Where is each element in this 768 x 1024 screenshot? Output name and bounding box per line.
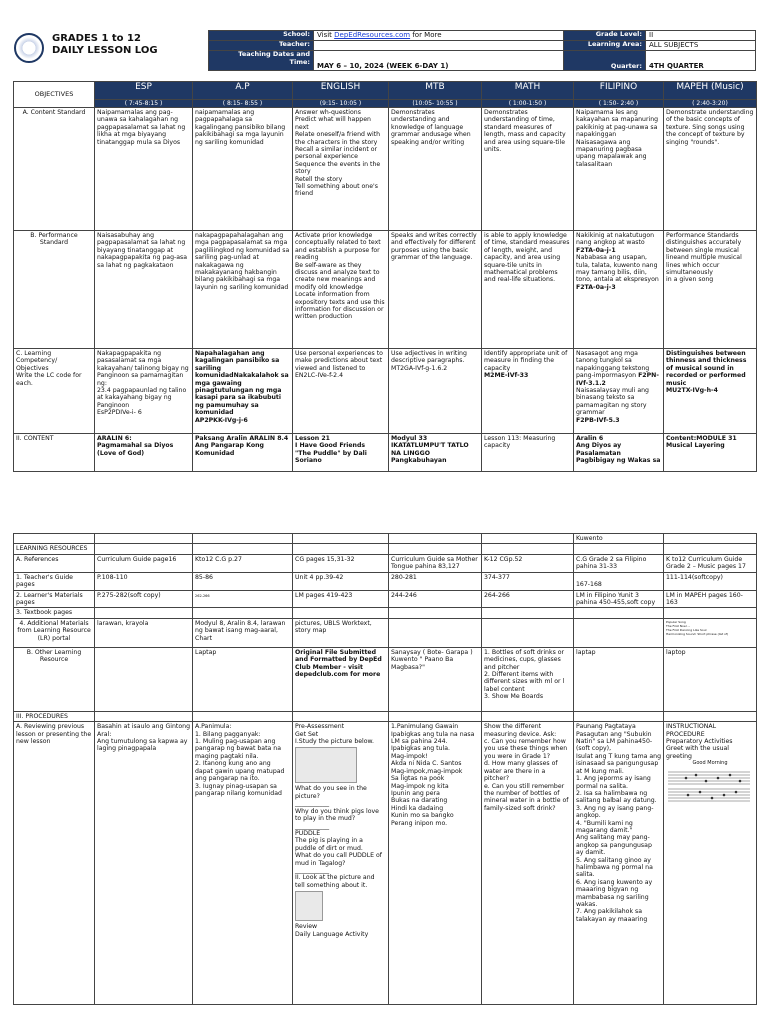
other-resources-filipino: laptap <box>574 647 664 711</box>
school-label: School: <box>209 31 314 41</box>
content-standard-mapeh: Demonstrate understanding of the basic concepts of texture. Sing songs using the concept of texture by singing "rounds". <box>664 108 757 231</box>
content-mtb: Modyul 33 IKATATLUMPU'T TATLO NA LINGGO Pangkabuhayan <box>389 434 482 472</box>
music-tiny-notes: Popular Song The First Noel ... The First Dancing Like Soul Harmonizing Sound: Short phrase (list of) <box>666 619 729 636</box>
teachers-guide-math: 374-377 <box>482 572 574 590</box>
references-mapeh: K to12 Curriculum Guide Grade 2 – Music pages 17 <box>664 554 757 572</box>
references-ap: Kto12 C.G p.27 <box>193 554 293 572</box>
review-math: Show the different measuring device. Ask: c. Can you remember how you use these things when you were in Grade 1? d. How many glasses of water are there in a pitcher? e. Can you still remember the number of bottles of mineral water in a bottle of family-sized soft drink? <box>482 722 574 1005</box>
learning-competency-mapeh: Distinguishes between thinness and thickness of musical sound in recorded or performed music MU2TX-IVg-h-4 <box>664 349 757 434</box>
additional-materials-mapeh <box>664 618 757 647</box>
col-time-math: ( 1:00-1:50 ) <box>482 100 574 108</box>
references-esp: Curriculum Guide page16 <box>95 554 193 572</box>
col-time-ap: ( 8:15- 8:55 ) <box>193 100 293 108</box>
references-english: CG pages 15,31-32 <box>293 554 389 572</box>
filipino-overflow-kuwento: Kuwento <box>574 534 664 544</box>
col-head-english: ENGLISH <box>293 82 389 100</box>
music-staff-image <box>666 768 752 802</box>
performance-standard-filipino: Nakikinig at nakatutugon nang angkop at wasto F2TA-0a-j-1 Nababasa ang usapan, tula, talata, kuwento nang may tamang bilis, diin, tono, antala at ekspresyon F2TA-0a-j-3 <box>574 231 664 349</box>
teacher-label: Teacher: <box>209 41 314 51</box>
review-english: Pre-Assessment Get Set I.Study the picture below. What do you see in the picture? ___________ Why do you think pigs love to play in the mud? ___________ PUDDLE The pig is playing in a puddle of dirt or mud. What do you call PUDDLE of mud in Tagalog? ___________ II. Look at the picture and tell something about it. Review Daily Language Activity <box>293 722 389 1005</box>
learning-competency-label: C. Learning Competency/ Objectives Write the LC code for each. <box>14 349 95 434</box>
dll-title <box>52 33 158 57</box>
ap-tiny-pages: 262-266 <box>195 593 210 598</box>
col-head-math: MATH <box>482 82 574 100</box>
references-label: A. References <box>14 554 95 572</box>
filipino-ps-code-1: F2TA-0a-j-1 <box>576 246 616 254</box>
teacher-value <box>314 41 564 51</box>
procedures-label: III. PROCEDURES <box>14 711 95 721</box>
teachers-guide-mtb: 280-281 <box>389 572 482 590</box>
learning-resources-label: LEARNING RESOURCES <box>14 544 95 554</box>
learners-materials-label: 2. Learner's Materials pages <box>14 590 95 608</box>
learners-materials-filipino: LM in Filipino Yunit 3 pahina 450-455,soft copy <box>574 590 664 608</box>
learners-materials-mtb: 244-246 <box>389 590 482 608</box>
teachers-guide-label: 1. Teacher's Guide pages <box>14 572 95 590</box>
col-time-filipino: ( 1:50- 2:40 ) <box>574 100 664 108</box>
additional-materials-label: 4. Additional Materials from Learning Resource (LR) portal <box>14 618 95 647</box>
dll-logo-seal <box>14 33 44 63</box>
content-math: Lesson 113: Measuring capacity <box>482 434 574 472</box>
other-resources-math: 1. Bottles of soft drinks or medicines, cups, glasses and pitcher 2. Different items with different sizes with ml or l label content 3. Show Me Boards <box>482 647 574 711</box>
learners-materials-math: 264-266 <box>482 590 574 608</box>
review-ap: A.Panimula: 1. Bilang pagganyak: 1. Muling pag-usapan ang pangarap ng bawat bata na maging pagtaki nila. 2. Itanong kung ano ang dapat gawin upang matupad ang pangarap na ito. 3. Iugnay pinag-usapan sa pangarap nilang komunidad <box>193 722 293 1005</box>
content-standard-filipino: Naipamama les ang kakayahan sa mapanuring pakikinig at pag-unawa sa napakinggan Naisasagawa ang mapanuring pagbasa upang mapalawak ang talasalitaan <box>574 108 664 231</box>
performance-standard-ap: nakapagpapahalagahan ang mga pagpapasalamat sa mga pagliliingkod ng komunidad sa sariling pag-unlad at nakakagawa ng makakayanang hakbangin bilang pakikibahagi sa mga layunin ng sariling komunidad <box>193 231 293 349</box>
content-label: II. CONTENT <box>14 434 95 472</box>
other-resources-english: Original File Submitted and Formatted by DepEd Club Member - visit depedclub.com for more <box>293 647 389 711</box>
grade-level-label: Grade Level: <box>564 31 646 41</box>
title-line-2: DAILY LESSON LOG <box>52 45 158 56</box>
title-line-1: GRADES 1 to 12 <box>52 33 141 44</box>
content-english: Lesson 21 I Have Good Friends "The Puddle" by Dali Soriano <box>293 434 389 472</box>
other-resources-mtb: Sanaysay ( Bote- Garapa ) Kuwento " Paano Ba Magbasa?" <box>389 647 482 711</box>
performance-standard-english: Activate prior knowledge conceptually related to text and establish a purpose for reading Be self-aware as they discuss and analyze text to create new meanings and modify old knowledge Locate information from expository texts and use this information for discussion or written production <box>293 231 389 349</box>
learning-competency-ap: Napahalagahan ang kagalingan pansibiko sa sariling komunidadNakakalahok sa mga gawaing pinagtutulungan ng mga kasapi para sa ikabubuti ng pamumuhay sa komunidad AP2PKK-IVg-j-6 <box>193 349 293 434</box>
other-resources-mapeh: laptop <box>664 647 757 711</box>
good-morning-song-title: Good Morning <box>692 760 728 767</box>
school-value: Visit DepEdResources.com for More <box>314 31 564 41</box>
performance-standard-esp: Naisasabuhay ang pagpapasalamat sa lahat ng biyayang tinatanggap at nakapagpapakita ng pag-asa sa lahat ng pagkakataon <box>95 231 193 349</box>
performance-standard-mapeh: Performance Standards distinguishes accurately between single musical lineand multiple musical lines which occur simultaneously in a given song <box>664 231 757 349</box>
learners-materials-esp: P.275-282(soft copy) <box>95 590 193 608</box>
grade-level-value: II <box>646 31 756 41</box>
review-mapeh: INSTRUCTIONAL PROCEDURE Preparatory Activities Greet with the usual greeting Good Morning <box>664 722 757 1005</box>
content-standard-ap: naipamamalas ang pagpapahalaga sa kagalingang pansibiko bilang pakikibahagi sa mga layunin ng sariling komunidad <box>193 108 293 231</box>
references-filipino: C.G Grade 2 sa Filipino pahina 31-33 <box>574 554 664 572</box>
review-esp: Basahin at isaulo ang Gintong Aral: Ang tumutulong sa kapwa ay laging pinagpapala <box>95 722 193 1005</box>
col-head-ap: A.P <box>193 82 293 100</box>
col-time-english: (9:15- 10:05 ) <box>293 100 389 108</box>
puddle-picture <box>295 891 323 921</box>
reviewing-lesson-label: A. Reviewing previous lesson or presenting the new lesson <box>14 722 95 1005</box>
filipino-lc-code-1: F2PN-IVf-3.1.2 <box>576 372 659 387</box>
learning-competency-esp: Nakapagpapakita ng pasasalamat sa mga kakayahan/ talinong bigay ng Panginoon sa pamamagitan ng: 23.4 pagpapaunlad ng talino at kakayahang bigay ng Panginoon EsP2PDIVe-i- 6 <box>95 349 193 434</box>
content-mapeh: Content:MODULE 31 Musical Layering <box>664 434 757 472</box>
filipino-lc-code-2: F2PB-IVf-5.3 <box>576 416 620 424</box>
references-mtb: Curriculum Guide sa Mother Tongue pahina 83,127 <box>389 554 482 572</box>
col-head-mapeh: MAPEH (Music) <box>664 82 757 100</box>
dll-second-table <box>13 533 757 1005</box>
additional-materials-english: pictures, UBLS Worktext, story map <box>293 618 389 647</box>
learning-area-value: ALL SUBJECTS <box>646 41 756 51</box>
teachers-guide-filipino: 167-168 <box>574 572 664 590</box>
col-time-mapeh: ( 2:40-3:20) <box>664 100 757 108</box>
col-time-mtb: (10:05- 10:55 ) <box>389 100 482 108</box>
textbook-pages-label: 3. Textbook pages <box>14 608 95 618</box>
learning-competency-filipino: Nasasagot ang mga tanong tungkol sa napakinggang tekstong pang-impormasyon F2PN-IVf-3.1.2 Naisasalaysay muli ang binasang teksto sa pamamagitan ng story grammar F2PB-IVf-5.3 <box>574 349 664 434</box>
content-standard-esp: Naipamamalas ang pag-unawa sa kahalagahan ng pagpapasalamat sa lahat ng likha at mga biyayang tinatanggap mula sa Diyos <box>95 108 193 231</box>
pig-in-mud-picture <box>295 747 357 783</box>
col-head-esp: ESP <box>95 82 193 100</box>
col-time-esp: ( 7:45-8:15 ) <box>95 100 193 108</box>
depedresources-link[interactable]: DepEdResources.com <box>334 31 411 39</box>
review-filipino: Paunang Pagtataya Pasagutan ang "Subukin Natin" sa LM pahina450-(soft copy), Isulat ang T kung tama ang isinasaad sa pangungusap at M kung mali. 1. Ang jeporms ay isang pormal na salita. 2. Isa sa halimbawa ng salitang balbal ay datung. 3. Ang ng ay isang pang-angkop. 4. "Bumili kami ng magarang damit." Ang salitang may pang-angkop sa pangungusap ay damit. 5. Ang salitang ginoo ay halimbawa ng pormal na salita. 6. Ang isang kuwento ay maaaring bigyan ng mambabasa ng sariling wakas. 7. Ang pakikilahok sa talakayan ay maaaring <box>574 722 664 1005</box>
quarter-value: 4TH QUARTER <box>646 51 756 71</box>
learners-materials-english: LM pages 419-423 <box>293 590 389 608</box>
content-standard-label: A. Content Standard <box>14 108 95 231</box>
learning-competency-mtb: Use adjectives in writing descriptive paragraphs. MT2GA-IVf-g-1.6.2 <box>389 349 482 434</box>
content-standard-english: Answer wh-questions Predict what will happen next Relate oneself/a friend with the characters in the story Recall a similar incident or personal experience Sequence the events in the story Retell the story Tell something about one's friend <box>293 108 389 231</box>
teaching-dates-value: MAY 6 – 10, 2024 (WEEK 6-DAY 1) <box>314 51 564 71</box>
objectives-label: OBJECTIVES <box>14 82 95 108</box>
header-info-table <box>208 30 756 71</box>
learners-materials-ap <box>193 590 293 608</box>
learning-area-label: Learning Area: <box>564 41 646 51</box>
review-mtb: 1.Panimulang Gawain Ipabigkas ang tula na nasa LM sa pahina 244. Ipabigkas ang tula. Mag-impok! Akda ni Nida C. Santos Mag-impok,mag-impok Sa ligtas na pook Mag-impok ng kita Ipunin ang pera Bukas na darating Hindi ka dadaing Kunin mo sa bangko Perang inipon mo. <box>389 722 482 1005</box>
performance-standard-label: B. Performance Standard <box>14 231 95 349</box>
teachers-guide-esp: P.108-110 <box>95 572 193 590</box>
teachers-guide-ap: 85-86 <box>193 572 293 590</box>
additional-materials-ap: Modyul 8, Aralin 8.4, larawan ng bawat isang mag-aaral, Chart <box>193 618 293 647</box>
content-ap: Paksang Aralin ARALIN 8.4 Ang Pangarap Kong Komunidad <box>193 434 293 472</box>
teachers-guide-mapeh: 111-114(softcopy) <box>664 572 757 590</box>
quarter-label: Quarter: <box>564 51 646 71</box>
teachers-guide-english: Unit 4 pp.39-42 <box>293 572 389 590</box>
col-head-mtb: MTB <box>389 82 482 100</box>
learning-competency-math: Identify appropriate unit of measure in finding the capacity M2ME-IVf-33 <box>482 349 574 434</box>
col-head-filipino: FILIPINO <box>574 82 664 100</box>
content-esp: ARALIN 6: Pagmamahal sa Diyos (Love of God) <box>95 434 193 472</box>
references-math: K-12 CGp.52 <box>482 554 574 572</box>
content-standard-mtb: Demonstrates understanding and knowledge of language grammar andusage when speaking and/or writing <box>389 108 482 231</box>
dll-main-table <box>13 81 757 472</box>
filipino-ps-code-2: F2TA-0a-j-3 <box>576 283 616 291</box>
math-lc-code: M2ME-IVf-33 <box>484 372 529 380</box>
performance-standard-mtb: Speaks and writes correctly and effectively for different purposes using the basic grammar of the language. <box>389 231 482 349</box>
additional-materials-esp: larawan, krayola <box>95 618 193 647</box>
performance-standard-math: is able to apply knowledge of time, standard measures of length, weight, and capacity, and area using square-tile units in mathematical problems and real-life situations. <box>482 231 574 349</box>
other-resources-ap: Laptap <box>193 647 293 711</box>
learners-materials-mapeh: LM in MAPEH pages 160-163 <box>664 590 757 608</box>
teaching-dates-label: Teaching Dates and Time: <box>209 51 314 71</box>
content-filipino: Aralin 6 Ang Diyos ay Pasalamatan Pagbibigay ng Wakas sa <box>574 434 664 472</box>
learning-competency-english: Use personal experiences to make predictions about text viewed and listened to EN2LC-IVe-f-2.4 <box>293 349 389 434</box>
other-resources-label: B. Other Learning Resource <box>14 647 95 711</box>
content-standard-math: Demonstrates understanding of time, standard measures of length, mass and capacity and area using square-tile units. <box>482 108 574 231</box>
